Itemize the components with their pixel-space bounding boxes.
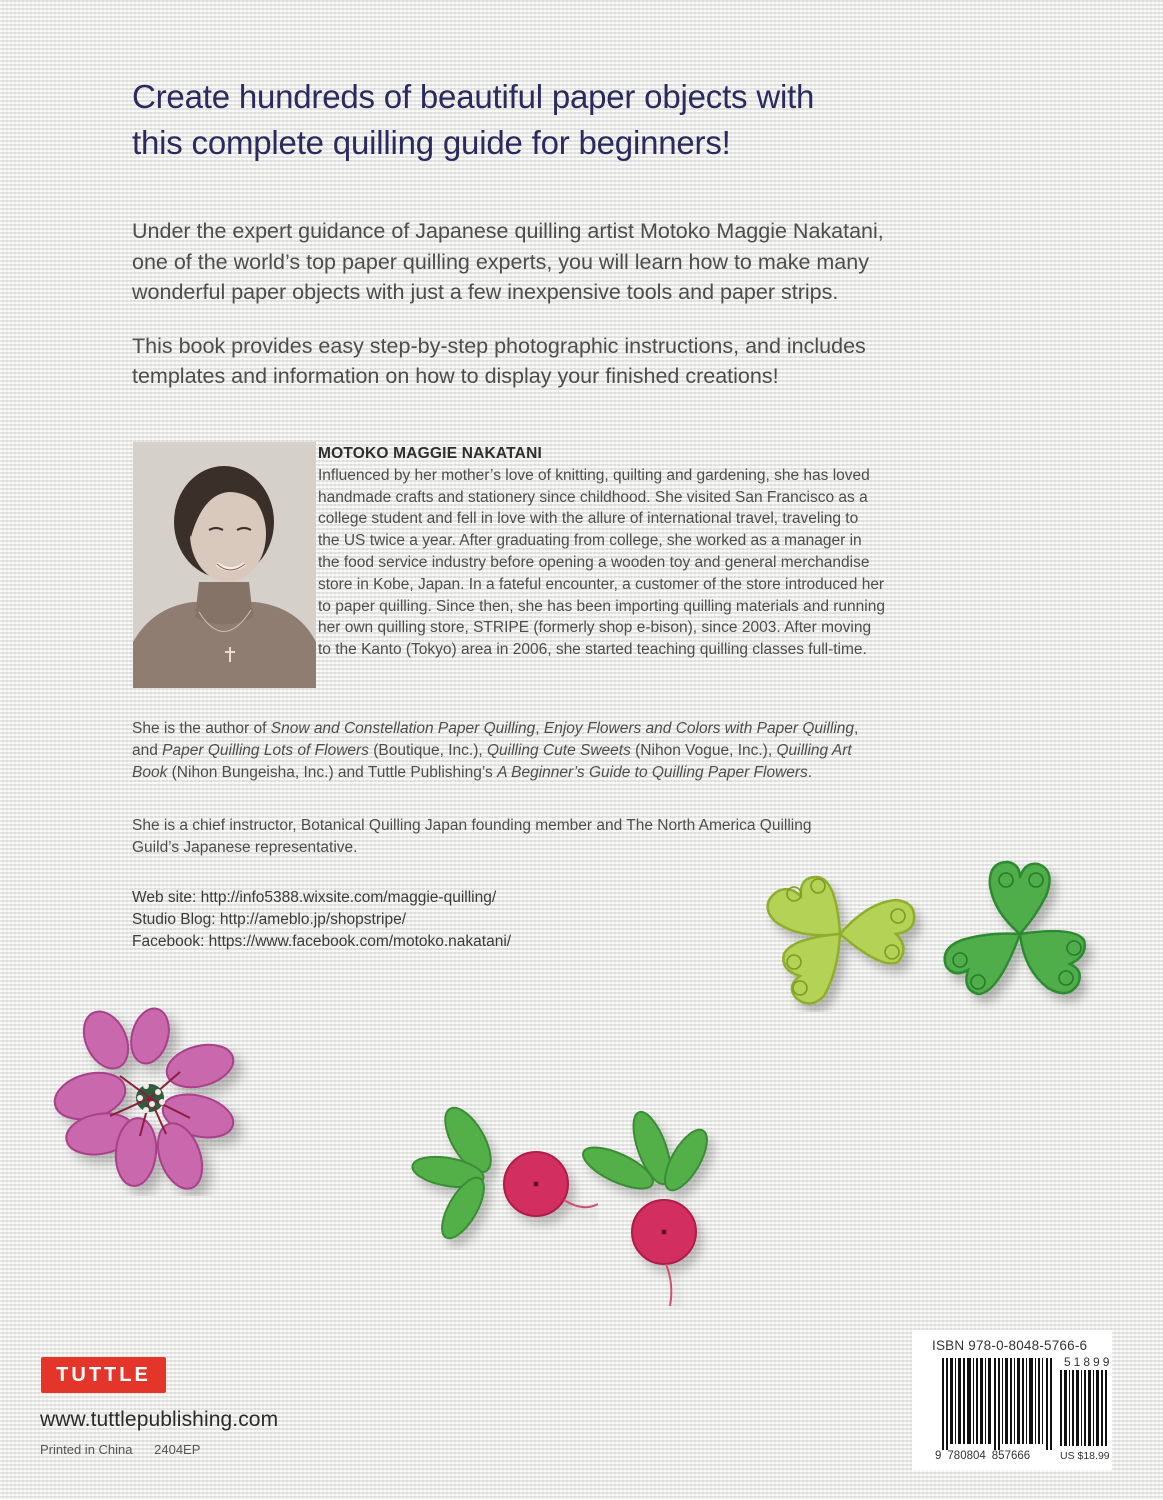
roles-line: Guild’s Japanese representative. bbox=[132, 838, 358, 856]
books-line-1 bbox=[132, 718, 1052, 740]
headline-line-1: Create hundreds of beautiful paper objects with bbox=[132, 78, 815, 115]
books-line-3 bbox=[132, 762, 1052, 784]
books-text: (Nihon Bungeisha, Inc.) and Tuttle Publishing’s bbox=[167, 763, 498, 781]
books-text: She is the author of bbox=[132, 720, 271, 737]
intro-paragraph-1 bbox=[132, 216, 1032, 308]
blog-link[interactable]: Studio Blog: http://ameblo.jp/shopstripe/ bbox=[132, 910, 406, 928]
book-title: Quilling Art bbox=[776, 741, 852, 759]
author-name: MOTOKO MAGGIE NAKATANI bbox=[318, 445, 542, 462]
bio-line: store in Kobe, Japan. In a fateful encounter, a customer of the store introduced her bbox=[318, 575, 885, 593]
isbn-number: ISBN 978-0-8048-5766-6 bbox=[932, 1338, 1088, 1353]
ean-group-1: 780804 bbox=[947, 1450, 986, 1462]
printed-in: Printed in China bbox=[40, 1442, 133, 1457]
intro-p2-line: templates and information on how to display your finished creations! bbox=[132, 364, 779, 388]
book-title: Enjoy Flowers and Colors with Paper Quilling bbox=[543, 720, 855, 737]
intro-paragraph-2 bbox=[132, 331, 1032, 392]
isbn-barcode bbox=[912, 1330, 1112, 1470]
quilled-radish-right-icon bbox=[578, 1108, 728, 1308]
ean-digits bbox=[935, 1450, 1030, 1462]
price-label: US $18.99 bbox=[1060, 1450, 1110, 1462]
price-addon-code: 51899 bbox=[1064, 1355, 1113, 1369]
headline bbox=[132, 74, 1032, 166]
quilled-light-green-clover-icon bbox=[758, 852, 938, 1012]
book-title: Quilling Cute Sweets bbox=[486, 741, 631, 759]
bio-line: to the Kanto (Tokyo) area in 2006, she started teaching quilling classes full-time. bbox=[318, 641, 867, 659]
bio-line: the food service industry before opening a wooden toy and general merchandise bbox=[318, 553, 870, 571]
books-text: and bbox=[132, 741, 163, 759]
book-title: A Beginner’s Guide to Quilling Paper Flowers bbox=[497, 763, 808, 781]
author-photo bbox=[133, 442, 316, 688]
intro-p2-line: This book provides easy step-by-step photographic instructions, and includes bbox=[132, 333, 866, 358]
publisher-website[interactable]: www.tuttlepublishing.com bbox=[40, 1408, 279, 1431]
bio-line: handmade crafts and stationery since childhood. She visited San Francisco as a bbox=[318, 488, 868, 506]
book-title: Book bbox=[132, 763, 168, 781]
book-title: Snow and Constellation Paper Quilling bbox=[270, 720, 536, 737]
books-text: , bbox=[854, 720, 859, 737]
ean-group-2: 857666 bbox=[991, 1450, 1031, 1462]
barcode-bars-icon bbox=[942, 1358, 1052, 1450]
author-bio bbox=[318, 443, 1038, 661]
addon-barcode-bars-icon bbox=[1060, 1370, 1108, 1446]
roles-line: She is a chief instructor, Botanical Quilling Japan founding member and The North America Quilling bbox=[132, 817, 812, 834]
intro-p1-line: Under the expert guidance of Japanese quilling artist Motoko Maggie Nakatani, bbox=[132, 219, 884, 243]
bio-line: to paper quilling. Since then, she has been importing quilling materials and running bbox=[318, 597, 885, 615]
author-portrait-icon bbox=[133, 442, 316, 688]
ean-first-digit: 9 bbox=[935, 1450, 942, 1462]
facebook-link[interactable]: Facebook: https://www.facebook.com/motoko.nakatani/ bbox=[132, 932, 512, 950]
books-text: . bbox=[807, 763, 813, 781]
intro-text bbox=[132, 216, 1032, 415]
books-text: , bbox=[535, 720, 544, 737]
quilled-radish-left-icon bbox=[408, 1100, 598, 1250]
author-books bbox=[132, 718, 1052, 783]
intro-p1-line: one of the world’s top paper quilling experts, you will learn how to make many bbox=[132, 249, 869, 274]
bio-line: Influenced by her mother’s love of knitting, quilting and gardening, she has loved bbox=[318, 466, 870, 484]
intro-p1-line: wonderful paper objects with just a few inexpensive tools and paper strips. bbox=[132, 280, 839, 304]
print-code: 2404EP bbox=[154, 1442, 201, 1457]
website-link[interactable]: Web site: http://info5388.wixsite.com/maggie-quilling/ bbox=[132, 889, 497, 906]
printed-info bbox=[40, 1442, 218, 1457]
books-text: (Boutique, Inc.), bbox=[368, 741, 487, 759]
books-line-2 bbox=[132, 740, 1052, 762]
bio-line: her own quilling store, STRIPE (formerly shop e-bison), since 2003. After moving bbox=[318, 619, 872, 637]
tuttle-logo: TUTTLE bbox=[41, 1357, 166, 1393]
quilled-pink-flower-icon bbox=[40, 1006, 250, 1196]
books-text: (Nihon Vogue, Inc.), bbox=[630, 741, 777, 759]
book-title: Paper Quilling Lots of Flowers bbox=[162, 741, 369, 759]
bio-line: the US twice a year. After graduating from college, she worked as a manager in bbox=[318, 532, 862, 550]
bio-line: college student and fell in love with the allure of international travel, traveling to bbox=[318, 510, 859, 528]
quilled-dark-green-clover-icon bbox=[928, 852, 1108, 1012]
author-links bbox=[132, 887, 732, 952]
headline-line-2: this complete quilling guide for beginners! bbox=[132, 124, 731, 161]
